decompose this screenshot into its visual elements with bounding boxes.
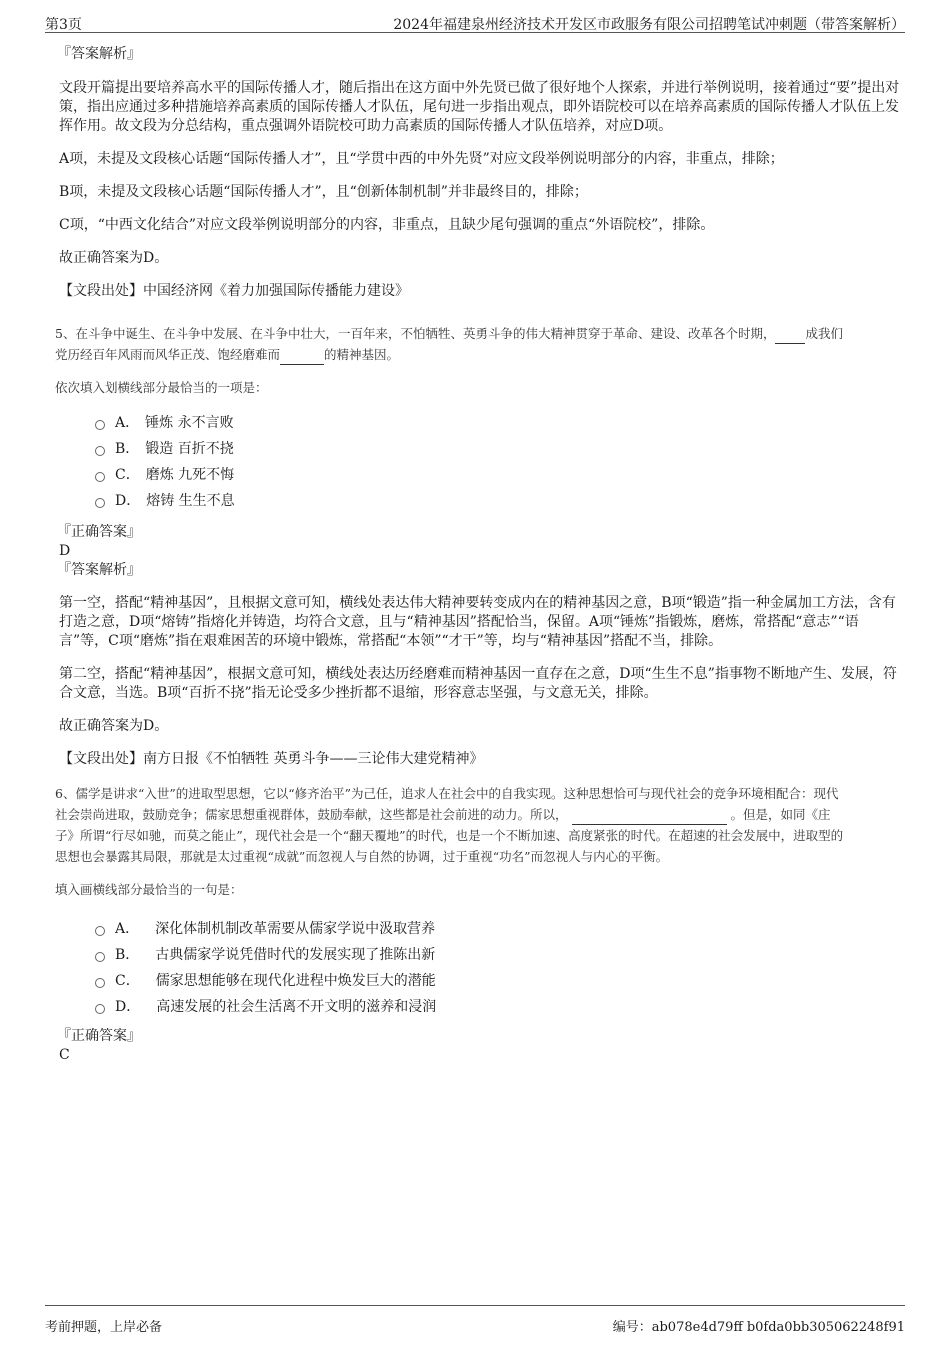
radio-icon[interactable] [95, 498, 105, 508]
option-c[interactable]: C． 磨炼 九死不悔 [95, 462, 900, 488]
footer-slogan: 考前押题，上岸必备 [45, 1320, 163, 1335]
answer-blank [775, 329, 805, 344]
correct-answer-label: 『正确答案』 [57, 524, 141, 540]
page-header [45, 12, 905, 33]
question-stem: 6、儒学是讲求“入世”的进取型思想，它以“修齐治平”为己任，追求人在社会中的自我实现。这种思想恰可与现代社会的竞争环境相配合：现代 社会崇尚进取，鼓励竞争；儒家思想重视群体，鼓励奉献，这些都是社会前进的动力。所以， 。但是，如同《庄 子》所谓“行尽如驰，而莫之能止”，现代社会是一个“翻天覆地”的时代，也是一个不断加速、高度紧张的时代。在超速的社会发展中，进取型的 思想也会暴露其局限，那就是太过重视“成就”而忽视人与自然的协调，过于重视“功名”而忽视人与内心的平衡。 [55, 786, 844, 864]
correct-answer-label: 『正确答案』 [57, 1028, 141, 1044]
radio-icon[interactable] [95, 420, 105, 430]
document-body [55, 44, 900, 1064]
analysis-conclusion: 故正确答案为D。 [59, 250, 169, 266]
option-a[interactable]: A． 深化体制机制改革需要从儒家学说中汲取营养 [95, 916, 900, 942]
option-c[interactable]: C． 儒家思想能够在现代化进程中焕发巨大的潜能 [95, 968, 900, 994]
analysis-paragraph: C项，“中西文化结合”对应文段举例说明部分的内容，非重点，且缺少尾句强调的重点“外语院校”，排除。 [59, 217, 715, 233]
option-d[interactable]: D． 熔铸 生生不息 [95, 488, 900, 514]
question-instruction: 填入画横线部分最恰当的一句是： [55, 882, 243, 897]
source-citation: 【文段出处】南方日报《不怕牺牲 英勇斗争——三论伟大建党精神》 [59, 751, 484, 767]
question-5 [55, 323, 900, 769]
question-6 [55, 783, 900, 1064]
analysis-paragraph: 第二空，搭配“精神基因”，根据文意可知，横线处表达历经磨难而精神基因一直存在之意，D项“生生不息”指事物不断地产生、发展，符合文意，当选。B项“百折不挠”指无论受多少挫折都不退缩，形容意志坚强，与文意无关，排除。 [59, 666, 897, 701]
question-instruction: 依次填入划横线部分最恰当的一项是： [55, 380, 268, 395]
radio-icon[interactable] [95, 952, 105, 962]
option-a[interactable]: A． 锤炼 永不言败 [95, 410, 900, 436]
analysis-label: 『答案解析』 [57, 46, 141, 62]
source-citation: 【文段出处】中国经济网《着力加强国际传播能力建设》 [59, 283, 409, 299]
options-list [95, 916, 900, 1020]
page-footer [45, 1305, 905, 1342]
option-d[interactable]: D． 高速发展的社会生活离不开文明的滋养和浸润 [95, 994, 900, 1020]
radio-icon[interactable] [95, 978, 105, 988]
options-list [95, 410, 900, 514]
correct-answer: D [59, 543, 71, 559]
page-number: 第3页 [45, 17, 82, 33]
correct-answer: C [59, 1047, 70, 1063]
analysis-paragraph: 文段开篇提出要培养高水平的国际传播人才，随后指出在这方面中外先贤已做了很好地个人探索，并进行举例说明，接着通过“要”提出对策，指出应通过多种措施培养高素质的国际传播人才队伍，尾句进一步指出观点，即外语院校可以在培养高素质的国际传播人才队伍上发挥作用。故文段为分总结构，重点强调外语院校可助力高素质的国际传播人才队伍培养，对应D项。 [59, 80, 900, 134]
document-id: 编号：ab078e4d79ff b0fda0bb305062248f91 [612, 1320, 905, 1335]
answer-blank [280, 350, 324, 365]
analysis-paragraph: B项，未提及文段核心话题“国际传播人才”，且“创新体制机制”并非最终目的，排除； [59, 184, 588, 200]
option-b[interactable]: B． 古典儒家学说凭借时代的发展实现了推陈出新 [95, 942, 900, 968]
q4-analysis [55, 44, 900, 301]
answer-blank [572, 810, 727, 825]
analysis-paragraph: 第一空，搭配“精神基因”，且根据文意可知，横线处表达伟大精神要转变成内在的精神基因之意，B项“锻造”指一种金属加工方法，含有打造之意，D项“熔铸”指熔化并铸造，均符合文意，且与“精神基因”搭配恰当，保留。A项“锤炼”指锻炼，磨炼，常搭配“意志”“语言”等，C项“磨炼”指在艰难困苦的环境中锻炼，常搭配“本领”“才干”等，均与“精神基因”搭配不当，排除。 [59, 595, 896, 649]
analysis-paragraph: A项，未提及文段核心话题“国际传播人才”，且“学贯中西的中外先贤”对应文段举例说明部分的内容，非重点，排除； [59, 151, 784, 167]
radio-icon[interactable] [95, 472, 105, 482]
question-stem: 5、在斗争中诞生、在斗争中发展、在斗争中壮大，一百年来，不怕牺牲、英勇斗争的伟大精神贯穿于革命、建设、改革各个时期， 成我们 党历经百年风雨而风华正茂、饱经磨难而 的精神基因。 [55, 323, 900, 365]
document-title: 2024年福建泉州经济技术开发区市政服务有限公司招聘笔试冲刺题（带答案解析） [393, 17, 905, 33]
option-b[interactable]: B． 锻造 百折不挠 [95, 436, 900, 462]
radio-icon[interactable] [95, 926, 105, 936]
radio-icon[interactable] [95, 1004, 105, 1014]
analysis-label: 『答案解析』 [57, 562, 141, 578]
analysis-conclusion: 故正确答案为D。 [59, 718, 169, 734]
radio-icon[interactable] [95, 446, 105, 456]
